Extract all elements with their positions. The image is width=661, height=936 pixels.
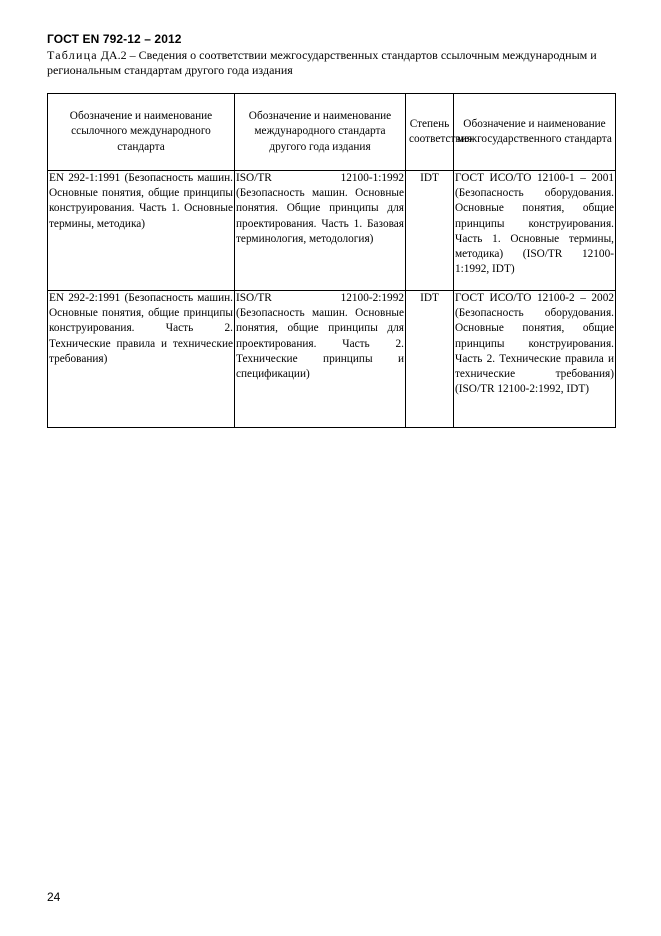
table-row	[48, 171, 616, 291]
table-caption-text: – Сведения о соответствии межгосударственных стандартов ссылочным международным и региональным стандартам другого года издания	[47, 48, 597, 77]
document-header: ГОСТ EN 792-12 – 2012	[47, 32, 182, 46]
standards-correspondence-table	[47, 93, 616, 428]
cell-degree: IDT	[406, 291, 454, 428]
column-header-degree: Степень соответствия	[406, 94, 454, 171]
table-caption	[47, 48, 617, 78]
table-header-row	[48, 94, 616, 171]
cell-other-year-standard: ISO/TR 12100-1:1992 (Безопасность машин. Основные понятия. Общие принципы для проектирования. Часть 1. Базовая терминология, методология)	[235, 171, 406, 291]
column-header-ref-standard: Обозначение и наименование ссылочного международного стандарта	[48, 94, 235, 171]
table-row	[48, 291, 616, 428]
table-caption-label: Таблица	[47, 48, 98, 62]
table-caption-number: ДА.2	[100, 48, 127, 62]
cell-degree: IDT	[406, 171, 454, 291]
cell-other-year-standard: ISO/TR 12100-2:1992 (Безопасность машин. Основные понятия, общие принципы для проектирования. Часть 2. Технические принципы и спецификации)	[235, 291, 406, 428]
cell-ref-standard: EN 292-1:1991 (Безопасность машин. Основные понятия, общие принципы конструирования. Часть 1. Основные термины, методика)	[48, 171, 235, 291]
column-header-interstate-standard: Обозначение и наименование межгосударственного стандарта	[454, 94, 616, 171]
column-header-other-year-standard: Обозначение и наименование международного стандарта другого года издания	[235, 94, 406, 171]
cell-ref-standard: EN 292-2:1991 (Безопасность машин. Основные понятия, общие принципы конструирования. Часть 2. Технические правила и технические требования)	[48, 291, 235, 428]
page-number: 24	[47, 890, 61, 904]
cell-interstate-standard: ГОСТ ИСО/ТО 12100-2 – 2002 (Безопасность оборудования. Основные понятия, общие принципы конструирования. Часть 2. Технические правила и технические требования) (ISO/TR 12100-2:1992, IDT)	[454, 291, 616, 428]
cell-interstate-standard: ГОСТ ИСО/ТО 12100-1 – 2001 (Безопасность оборудования. Основные понятия, общие принципы конструирования. Часть 1. Основные термины, методика) (ISO/TR 12100-1:1992, IDT)	[454, 171, 616, 291]
